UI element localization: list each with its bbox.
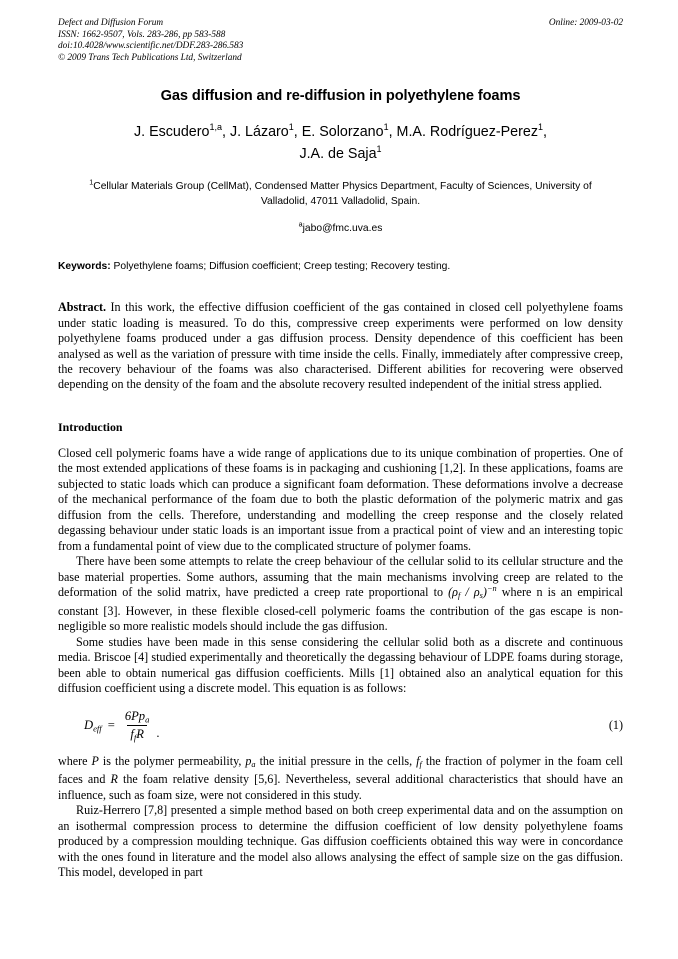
- intro-paragraph-4: [58, 754, 623, 804]
- affiliation-marker: 1: [89, 177, 94, 187]
- para4-italic-f: f: [416, 753, 420, 768]
- equation-numerator-subscript: a: [145, 714, 150, 725]
- page-content: [58, 18, 623, 881]
- formula-rho-f: ρ: [452, 585, 458, 600]
- author-3: , E. Solorzano: [293, 124, 384, 141]
- author-list: [58, 121, 623, 165]
- author-3-sup: 1: [383, 122, 389, 133]
- intro-paragraph-2: [58, 554, 623, 635]
- para4-seg3: the initial pressure in the cells,: [255, 753, 417, 768]
- intro-paragraph-2-after: where n is an empirical constant [3]. However, in these flexible closed-cell polymeric foams the contribution of the gas escape is non-negligible so more realistic models should include the gas diffusion.: [58, 585, 623, 634]
- affiliation-line-1: Cellular Materials Group (CellMat), Condensed Matter Physics Department, Faculty of Sciences,: [93, 181, 533, 193]
- keywords-label: Keywords:: [58, 261, 111, 273]
- author-1-sup: 1,a: [209, 122, 222, 133]
- equation-number: (1): [608, 717, 623, 732]
- formula-slash: /: [460, 585, 474, 600]
- copyright-line: © 2009 Trans Tech Publications Ltd, Switzerland: [58, 52, 242, 63]
- author-comma: ,: [543, 124, 547, 141]
- equation-denominator-main: f: [130, 727, 134, 742]
- affiliation: [58, 177, 623, 209]
- issn-line: ISSN: 1662-9507, Vols. 283-286, pp 583-588: [58, 29, 226, 40]
- equation-lhs: [84, 718, 102, 733]
- equation-denominator: [127, 725, 147, 742]
- author-5-sup: 1: [376, 144, 382, 155]
- corresponding-email[interactable]: [58, 219, 623, 235]
- keywords-text: Polyethylene foams; Diffusion coefficient; Creep testing; Recovery testing.: [113, 261, 451, 273]
- online-date: Online: 2009-03-02: [548, 18, 623, 28]
- intro-paragraph-3: Some studies have been made in this sense considering the cellular solid both as a discrete and continuous media. Briscoe [4] studied experimentally and theoretically the degassing behaviour of LDPE foams during storage, been able to obtain numerical gas diffusion coefficients. Mills [1] obtained also an analytical equation for this diffusion coefficient using a discrete model. This equation is as follows:: [58, 634, 623, 696]
- equation-denominator-subscript: f: [133, 732, 137, 743]
- equation-denominator-tail: R: [136, 727, 144, 742]
- equation-equals: =: [107, 718, 115, 733]
- affiliation-line-2: University of Valladolid, 47011 Valladolid, Spain.: [260, 181, 592, 207]
- equation-fraction: [122, 709, 153, 743]
- author-4-sup: 1: [538, 122, 544, 133]
- equation-1-body: [84, 709, 160, 743]
- running-head: [58, 18, 623, 64]
- intro-paragraph-5: Ruiz-Herrero [7,8] presented a simple method based on both creep experimental data and on the assumption on an isothermal compression process to determine the diffusion coefficient of low density polyethylene foams produced by a compression moulding technique. Gas diffusion coefficients obtained this way were in concordance with the ones found in literature and the model also allows analysing the effect of sample size on the gas diffusion. This model, developed in part: [58, 803, 623, 880]
- abstract-block: [58, 300, 623, 392]
- para4-seg2: is the polymer permeability,: [98, 753, 246, 768]
- formula-rho-s-sub: s: [479, 591, 483, 601]
- equation-numerator-main: 6Pp: [124, 708, 146, 723]
- para4-italic-p: p: [245, 753, 252, 768]
- abstract-text: In this work, the effective diffusion coefficient of the gas contained in closed cell polyethylene foams under static loading is measured. To do this, compressive creep experiments were performed on low density polyethylene foams produced under a gas diffusion process. Density dependence of this coefficient has been analysed as well as the variation of pressure with time inside the cells. Finally, immediately after compressive creep, the recovery behaviour of the foams was also characterised. Different abilities for recovering were observed depending on the density of the foam and the absolute recovery resulted independent of the initial stress applied.: [58, 300, 623, 392]
- para4-italic-P: P: [91, 753, 99, 768]
- section-heading-introduction: Introduction: [58, 419, 123, 434]
- author-1: J. Escudero: [133, 124, 210, 141]
- keywords-line: [58, 260, 623, 274]
- inline-formula-creep-rate: [448, 585, 497, 599]
- equation-lhs-symbol: D: [84, 718, 94, 733]
- author-5: J.A. de Saja: [299, 146, 377, 163]
- author-4: , M.A. Rodríguez-Perez: [388, 124, 538, 141]
- paper-title: Gas diffusion and re-diffusion in polyethylene foams: [160, 88, 521, 105]
- formula-paren-close: ): [482, 585, 487, 600]
- equation-trailing-period: .: [156, 725, 160, 740]
- author-2: , J. Lázaro: [222, 124, 289, 141]
- para4-italic-R: R: [110, 772, 118, 787]
- equation-lhs-subscript: eff: [93, 723, 102, 734]
- doi-line: doi:10.4028/www.scientific.net/DDF.283-286.583: [58, 41, 244, 52]
- para4-seg4: the fraction of polymer in the foam cell faces and: [58, 753, 623, 787]
- para4-seg1: where: [58, 753, 92, 768]
- formula-paren-open: (: [448, 585, 453, 600]
- para4-sub-f: f: [419, 759, 422, 769]
- intro-paragraph-1: Closed cell polymeric foams have a wide range of applications due to its unique combination of properties. One of the most extended applications of these foams is in packaging and cushioning [1,2]. In these applications, foams are subjected to static loads which can produce a significant foam deformation. These deformations involve a decrease of the mechanical performance of the foam due to both the plastic deformation of the polymeric matrix and gas diffusion from the cells. Therefore, understanding and modelling the creep response and the closely related degassing behaviour under static loads is an important issue from a practical point of view and an interesting topic from a fundamental point of view due to the complicated structure of polymer foams.: [58, 445, 623, 553]
- journal-name: Defect and Diffusion Forum: [58, 18, 164, 28]
- abstract-label: Abstract.: [58, 300, 107, 315]
- formula-rho-s: ρ: [473, 585, 480, 600]
- intro-paragraph-2-before: There have been some attempts to relate the creep behaviour of the cellular solid to its cellular structure and the base material properties. Some authors, assuming that the main mechanisms involving creep are related to the deformation of the solid matrix, have predicted a creep rate proportional to: [58, 554, 623, 600]
- email-marker: a: [298, 219, 303, 229]
- equation-1-row: [58, 709, 623, 745]
- author-2-sup: 1: [288, 122, 294, 133]
- formula-exponent: −n: [486, 584, 497, 594]
- para4-sub-a: a: [251, 759, 256, 769]
- formula-rho-f-sub: f: [457, 591, 461, 601]
- para4-seg5: the foam relative density [5,6]. Nevertheless, several additional characteristics that should have an influence, such as foam size, were not considered in this study.: [58, 772, 623, 802]
- equation-numerator: [122, 709, 153, 725]
- running-head-left: [58, 18, 488, 64]
- email-address: jabo@fmc.uva.es: [302, 223, 383, 235]
